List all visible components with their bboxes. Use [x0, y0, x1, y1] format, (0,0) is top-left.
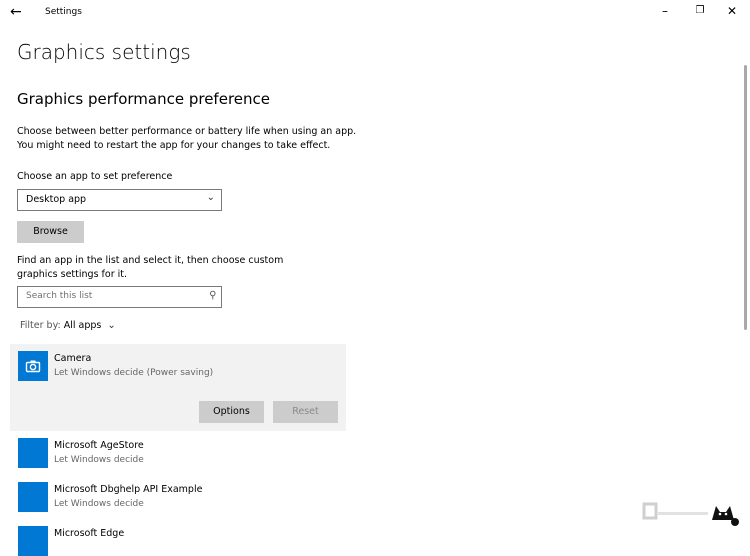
browse-button[interactable]: Browse	[17, 221, 84, 243]
search-input[interactable]	[17, 286, 222, 308]
page-title: Graphics settings	[17, 40, 191, 64]
list-item-edge[interactable]	[10, 524, 346, 539]
filter-label: Filter by:	[20, 320, 61, 331]
app-tile-icon	[18, 482, 48, 512]
app-tile-icon	[18, 438, 48, 468]
list-item-dbghelp[interactable]	[10, 480, 346, 516]
chevron-down-icon: ⌄	[107, 320, 116, 331]
reset-button[interactable]: Reset	[273, 401, 338, 423]
search-placeholder: Search this list	[26, 291, 93, 301]
minimize-icon[interactable]: –	[662, 4, 668, 18]
app-name: Microsoft Edge	[54, 528, 125, 539]
camera-app-tile	[18, 351, 48, 381]
back-arrow-icon[interactable]: ←	[10, 4, 22, 20]
find-app-instructions: Find an app in the list and select it, then choose custom graphics settings for it.	[17, 255, 284, 280]
options-button[interactable]: Options	[199, 401, 264, 423]
app-preference: Let Windows decide (Power saving)	[54, 368, 214, 378]
app-tile-icon	[18, 526, 48, 556]
app-name: Microsoft AgeStore	[54, 440, 144, 451]
app-type-selected-value: Desktop app	[26, 194, 87, 205]
window-title: Settings	[45, 7, 82, 17]
scrollbar[interactable]	[744, 65, 747, 330]
app-preference: Let Windows decide	[54, 499, 144, 509]
camera-icon	[25, 358, 41, 374]
watermark-logo	[640, 490, 745, 528]
title-bar	[0, 0, 750, 26]
filter-dropdown[interactable]	[20, 320, 116, 331]
app-name: Microsoft Dbghelp API Example	[54, 484, 203, 495]
chevron-down-icon: ⌄	[206, 192, 215, 203]
filter-value: All apps	[63, 320, 102, 331]
choose-app-label: Choose an app to set preference	[17, 171, 173, 182]
app-type-dropdown[interactable]	[17, 189, 222, 211]
restore-icon[interactable]: ❐	[695, 5, 705, 16]
list-item-camera[interactable]	[10, 344, 346, 431]
list-item-agestore[interactable]	[10, 436, 346, 472]
description-text: Choose between better performance or battery life when using an app. You might need to restart the app for your changes to take effect.	[17, 126, 357, 151]
app-name: Camera	[54, 353, 92, 364]
section-title: Graphics performance preference	[17, 90, 270, 108]
close-icon[interactable]: ✕	[726, 4, 738, 18]
app-preference: Let Windows decide	[54, 455, 144, 465]
search-icon: ⚲	[208, 290, 216, 301]
